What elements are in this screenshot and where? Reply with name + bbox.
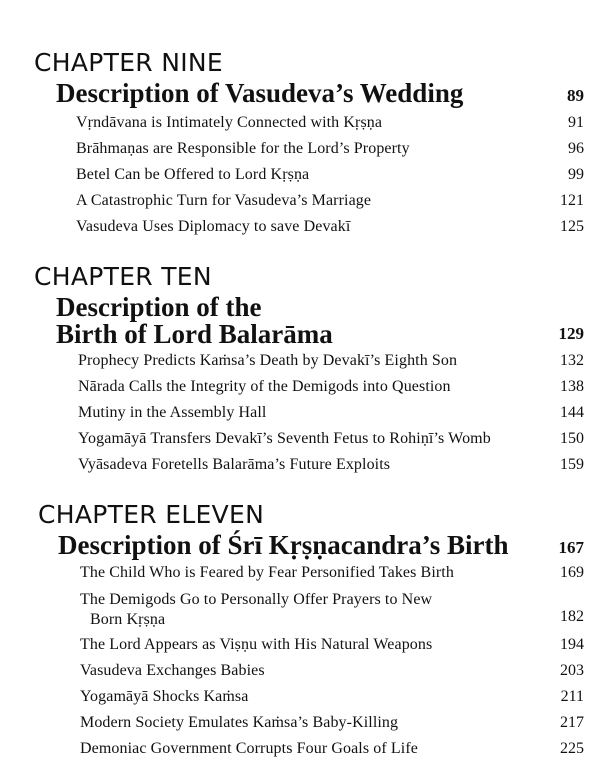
entry-page-number: 125 — [560, 218, 584, 235]
entry-title: Nārada Calls the Integrity of the Demigods into Question — [78, 378, 451, 395]
entry-title: The Demigods Go to Personally Offer Prayers to New Born Kṛṣṇa — [80, 591, 433, 628]
chapter-label: CHAPTER TEN — [34, 262, 212, 291]
chapter-title — [56, 80, 463, 107]
chapter-page-number: 89 — [567, 86, 584, 105]
entry-title: Demoniac Government Corrupts Four Goals of Life — [80, 740, 418, 757]
toc-entry — [0, 590, 600, 636]
chapter-title-line: Description of Śrī Kṛṣṇacandra’s Birth — [58, 530, 509, 560]
entry-title: Vasudeva Uses Diplomacy to save Devakī — [76, 218, 351, 235]
entry-title: Yogamāyā Shocks Kaṁsa — [80, 688, 249, 705]
entry-page-number: 99 — [568, 166, 584, 183]
toc-entry — [0, 636, 600, 662]
entry-page-number: 217 — [560, 714, 584, 731]
entry-page-number: 121 — [560, 192, 584, 209]
toc-entry — [0, 166, 600, 192]
entry-page-number: 194 — [560, 636, 584, 653]
entry-title: The Lord Appears as Viṣṇu with His Natural Weapons — [80, 636, 433, 653]
entry-page-number: 91 — [568, 114, 584, 131]
entry-title: A Catastrophic Turn for Vasudeva’s Marriage — [76, 192, 372, 209]
toc-entry — [0, 714, 600, 740]
entry-title: Mutiny in the Assembly Hall — [78, 404, 267, 421]
toc-entry — [0, 456, 600, 482]
entry-title: Modern Society Emulates Kaṁsa’s Baby-Killing — [80, 714, 399, 731]
chapter-title — [58, 532, 508, 559]
entry-page-number: 150 — [560, 430, 584, 447]
toc-entry — [0, 688, 600, 714]
chapter-page-number: 129 — [558, 324, 584, 343]
entry-page-number: 169 — [560, 564, 584, 581]
toc-entry — [0, 352, 600, 378]
chapter-title-line: Description of the — [56, 292, 262, 322]
entry-title: Yogamāyā Transfers Devakī’s Seventh Fetus to Rohiṇī’s Womb — [78, 430, 491, 447]
entry-title: The Child Who is Feared by Fear Personified Takes Birth — [80, 564, 454, 581]
entry-page-number: 96 — [568, 140, 584, 157]
toc-entry — [0, 564, 600, 590]
entry-page-number: 138 — [560, 378, 584, 395]
chapter-title-line: Birth of Lord Balarāma — [56, 319, 333, 349]
toc-entry — [0, 740, 600, 766]
toc-entry — [0, 430, 600, 456]
entry-page-number: 132 — [560, 352, 584, 369]
toc-entry — [0, 662, 600, 688]
chapter-page-number: 167 — [558, 538, 584, 557]
toc-entry — [0, 404, 600, 430]
toc-entry — [0, 114, 600, 140]
entry-page-number: 211 — [560, 688, 584, 705]
toc-entry — [0, 378, 600, 404]
entry-title: Prophecy Predicts Kaṁsa’s Death by Devakī’s Eighth Son — [78, 352, 458, 369]
chapter-title — [56, 294, 333, 348]
toc-entry — [0, 218, 600, 244]
entry-page-number: 203 — [560, 662, 584, 679]
chapter-label: CHAPTER NINE — [34, 48, 223, 77]
entry-page-number: 144 — [560, 404, 584, 421]
chapter-title-line: Description of Vasudeva’s Wedding — [56, 78, 464, 108]
entry-page-number: 182 — [560, 608, 584, 625]
entry-title: Vasudeva Exchanges Babies — [80, 662, 265, 679]
toc-entry — [0, 140, 600, 166]
entry-title: Vyāsadeva Foretells Balarāma’s Future Exploits — [78, 456, 391, 473]
toc-entry — [0, 192, 600, 218]
entry-title: Brāhmaṇas are Responsible for the Lord’s Property — [76, 140, 410, 157]
chapter-label: CHAPTER ELEVEN — [38, 500, 265, 529]
entry-page-number: 225 — [560, 740, 584, 757]
entry-title: Betel Can be Offered to Lord Kṛṣṇa — [76, 166, 310, 183]
entry-title: Vṛndāvana is Intimately Connected with Kṛṣṇa — [76, 114, 383, 131]
entry-page-number: 159 — [560, 456, 584, 473]
